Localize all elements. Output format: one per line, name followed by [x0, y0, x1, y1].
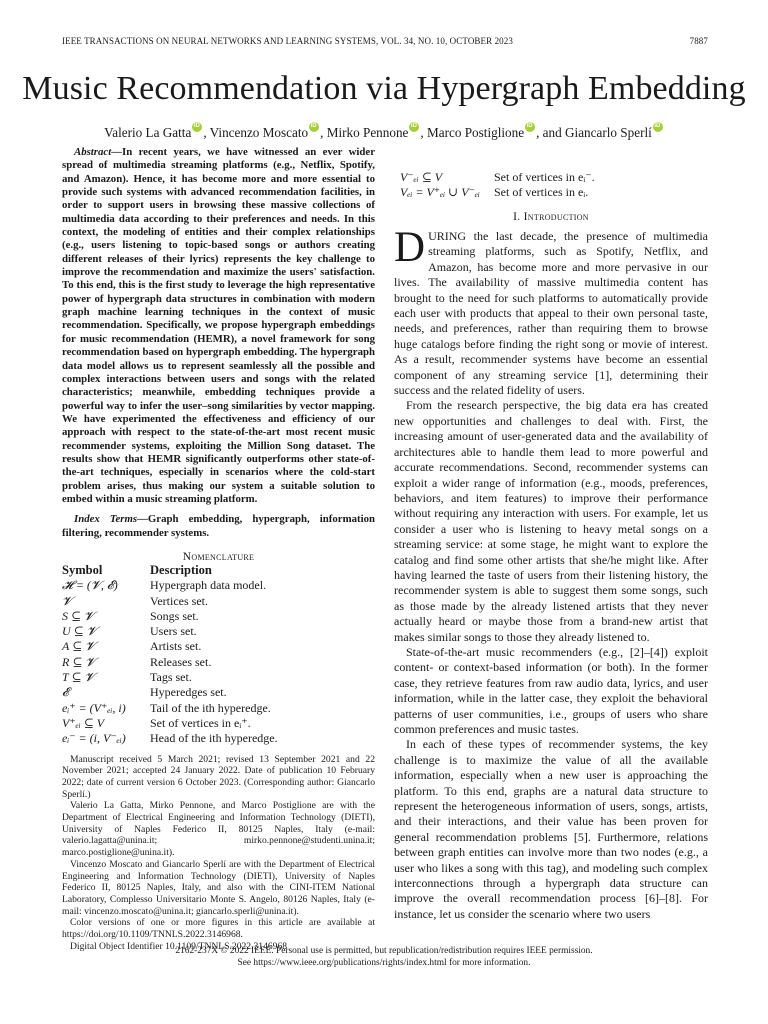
description-cell: Artists set. — [150, 639, 202, 654]
abstract-text: In recent years, we have witnessed an ever wider spread of multimedia streaming platforms (e.g., Netflix, Spotify, and Amazon). Hence, it has become more and more essential to provide such systems with advanced recommendation facilities, in order to support users in browsing these massive collections of multimedia data according to their preferences and needs. In this context, the modeling of entities and their complex relationships (e.g., users listening to topic-based songs or authors creating different releases of their lyrics) represents the key challenge to improve the recommendation and maximize the users' satisfaction. To this end, this is the first study to leverage the high representative power of hypergraph data structures in combination with modern graph machine learning techniques in the context of music recommendation. Specifically, we propose hypergraph embeddings for music recommendation (HEMR), a novel framework for song recommendation based on hypergraph embedding. The hypergraph data model allows us to represent seamlessly all the possible and complex interactions between users and songs with the related characteristics; meanwhile, embedding techniques provide a powerful way to infer the user–song similarities by vector mapping. We have experimented the effectiveness and efficiency of our approach with respect to the state-of-the-art most recent music recommender systems, exploiting the Million Song dataset. The results show that HEMR significantly outperforms other state-of-the-art techniques, especially in scenarios where the cold-start problem arises, thus making our system a suitable solution to embed within a music streaming platform. — [62, 146, 375, 505]
paragraph-text: URING the last decade, the presence of multimedia streaming platforms, such as Spotify, Netflix, and Amazon, has become more and more pervasive in our lives. The availability of massive multimedia content has brought to the need for such platforms to automatically provide each user with products that appeal to their own personal taste, needs, and preferences, rather than requiring them to browse huge catalogs before finding the right song or movie of interest. As a result, recommender systems have become an essential component of any streaming service [1], determining their success and the related fidelity of users. — [394, 229, 708, 398]
author-name: , Vincenzo Moscato — [203, 125, 309, 140]
nomenclature-title: Nomenclature — [182, 550, 255, 563]
footnote-affiliation: Valerio La Gatta, Mirko Pennone, and Marco Postiglione are with the Department of Electrical Engineering and Information Technology (DIETI), University of Naples Federico II, 80125 Naples, Italy (e-mail: valerio.lagatta@unina.it; mirko.pennone@studenti.unina.it; marco.postiglione@unina.it). — [62, 800, 375, 859]
abstract-lead: Abstract— — [74, 146, 122, 158]
table-row — [62, 655, 278, 670]
description-cell: Hypergraph data model. — [150, 578, 267, 593]
description-cell: Users set. — [150, 624, 197, 639]
symbol-cell: V⁻ₑᵢ ⊆ V — [400, 170, 443, 184]
author-name: Valerio La Gatta — [104, 125, 192, 140]
description-header: Description — [150, 562, 212, 577]
description-cell: Set of vertices in eᵢ. — [494, 185, 589, 199]
symbol-cell: A ⊆ 𝓥 — [62, 639, 96, 654]
description-cell: Songs set. — [150, 608, 199, 623]
paper-title: Music Recommendation via Hypergraph Embedding — [22, 70, 746, 107]
symbol-cell: U ⊆ 𝓥 — [62, 624, 97, 639]
section-body — [394, 224, 708, 922]
symbol-cell: eᵢ⁺ = (V⁺ₑᵢ, i) — [62, 700, 126, 715]
journal-name: IEEE TRANSACTIONS ON NEURAL NETWORKS AND LEARNING SYSTEMS, VOL. 34, NO. 10, OCTOBER 2023 — [62, 36, 513, 46]
orcid-icon[interactable] — [653, 122, 663, 132]
nomenclature-header-row — [62, 563, 278, 578]
description-cell: Set of vertices in eᵢ⁺. — [150, 715, 251, 730]
table-row — [62, 716, 278, 731]
description-cell: Head of the ith hyperedge. — [150, 731, 278, 746]
nomenclature-continued — [394, 170, 708, 200]
paragraph: In each of these types of recommender systems, the key challenge is to maximize the value of all the available information, especially when a new user is approaching the platform. To this end, graphs are a natural data structure to represent the heterogeneous information of users, songs, artists, and their interactions, and their value has been proven for general recommendation problems [5]. Furthermore, relations between graph entities can involve more than two nodes (e.g., a user who likes a song with this tag), and modeling such complex interconnections through a hypergraph data structure can improve the overall recommendation process [6]–[8]. For instance, let us consider the scenario where two users — [394, 737, 708, 921]
section-heading: I. Introduction — [513, 210, 589, 223]
table-row — [62, 578, 278, 593]
symbol-cell: 𝓥 — [62, 593, 72, 608]
symbol-cell: 𝓔 — [62, 685, 69, 700]
copyright-notice — [0, 946, 768, 969]
description-cell: Set of vertices in eᵢ⁻. — [494, 170, 595, 184]
table-row — [62, 701, 278, 716]
symbol-cell: V⁺ₑᵢ ⊆ V — [62, 715, 105, 730]
table-row — [394, 170, 708, 185]
copyright-rights-link[interactable]: See https://www.ieee.org/publications/rights/index.html for more information. — [237, 957, 531, 968]
table-row — [62, 670, 278, 685]
nomenclature-table — [62, 563, 278, 747]
abstract — [62, 146, 375, 506]
description-cell: Tail of the ith hyperedge. — [150, 700, 271, 715]
table-row — [62, 731, 278, 746]
author-name: , and Giancarlo Sperlí — [536, 125, 652, 140]
description-cell: Vertices set. — [150, 593, 208, 608]
symbol-cell: 𝓗 = (𝓥, 𝓔) — [62, 578, 118, 593]
copyright-line: 2162-237X © 2022 IEEE. Personal use is permitted, but republication/redistribution requires IEEE permission. — [175, 946, 593, 956]
orcid-icon[interactable] — [409, 122, 419, 132]
drop-cap: D — [394, 224, 426, 271]
footnote-color: Color versions of one or more figures in this article are available at https://doi.org/10.1109/TNNLS.2022.3146968. — [62, 917, 375, 941]
page-number: 7887 — [689, 36, 708, 46]
symbol-cell: S ⊆ 𝓥 — [62, 608, 95, 623]
footnote-affiliation: Vincenzo Moscato and Giancarlo Sperlí are with the Department of Electrical Engineering and Information Technology (DIETI), University of Naples Federico II, 80125 Naples, Italy, and also with the CINI-ITEM National Laboratory, Complesso Universitario Monte S. Angelo, 80126 Naples, Italy (e-mail: vincenzo.moscato@unina.it; giancarlo.sperli@unina.it). — [62, 858, 375, 917]
description-cell: Tags set. — [150, 670, 192, 685]
paragraph: From the research perspective, the big data era has created new opportunities and challenges to deal with. First, the increasing amount of user-generated data and the availability of architectures able to handle them lead to more powerful and accurate recommendations. Second, recommender systems can exploit a wider range of information (e.g., moods, preferences, behaviors, and item features) to improve their performance without requiring any interaction with users. For example, let us consider a user who is listening to heavy metal songs on a streaming service: at some stage, he might want to explore the catalog and find some other artists that she/he might like. After having learned the taste of users from their listening history, the recommender system is able to suggest them some songs, such as those made by the already listened artists that they never actually heard or maybe those from a brand-new artist that makes similar songs to those they already listened to. — [394, 398, 708, 644]
orcid-icon[interactable] — [525, 122, 535, 132]
symbol-header: Symbol — [62, 562, 103, 577]
footnote-received: Manuscript received 5 March 2021; revised 13 September 2021 and 22 November 2021; accepted 24 January 2022. Date of publication 10 February 2022; date of current version 6 October 2023. (Corresponding author: Giancarlo Sperlí.) — [62, 753, 375, 800]
footnotes — [62, 754, 375, 953]
symbol-cell: R ⊆ 𝓥 — [62, 654, 96, 669]
symbol-cell: Vₑᵢ = V⁺ₑᵢ ∪ V⁻ₑᵢ — [400, 185, 480, 199]
paragraph — [394, 224, 708, 398]
table-row — [62, 594, 278, 609]
table-row — [62, 685, 278, 700]
table-row — [62, 639, 278, 654]
paragraph: State-of-the-art music recommenders (e.g., [2]–[4]) exploit content- or context-based information (or both). In the former case, they retrieve features from raw audio data, lyrics, and user information, while in the latter case, they exploit the behavioral patterns of user communities, i.e., groups of users who share common preferences and music tastes. — [394, 644, 708, 736]
index-terms-lead: Index Terms— — [74, 513, 148, 526]
orcid-icon[interactable] — [192, 122, 202, 132]
description-cell: Releases set. — [150, 654, 212, 669]
author-list — [0, 122, 768, 141]
table-row — [62, 609, 278, 624]
symbol-cell: eᵢ⁻ = (i, V⁻ₑᵢ) — [62, 731, 126, 746]
left-column — [62, 146, 375, 952]
description-cell: Hyperedges set. — [150, 685, 227, 700]
author-name: , Mirko Pennone — [320, 125, 409, 140]
symbol-cell: T ⊆ 𝓥 — [62, 670, 95, 685]
table-row — [394, 185, 708, 200]
author-name: , Marco Postiglione — [420, 125, 525, 140]
index-terms-text: Graph embedding, hypergraph, information filtering, recommender systems. — [62, 513, 375, 539]
index-terms — [62, 513, 375, 540]
orcid-icon[interactable] — [309, 122, 319, 132]
footnote-doi: Digital Object Identifier 10.1109/TNNLS.2022.3146968 — [70, 940, 288, 952]
right-column — [394, 170, 708, 922]
table-row — [62, 624, 278, 639]
